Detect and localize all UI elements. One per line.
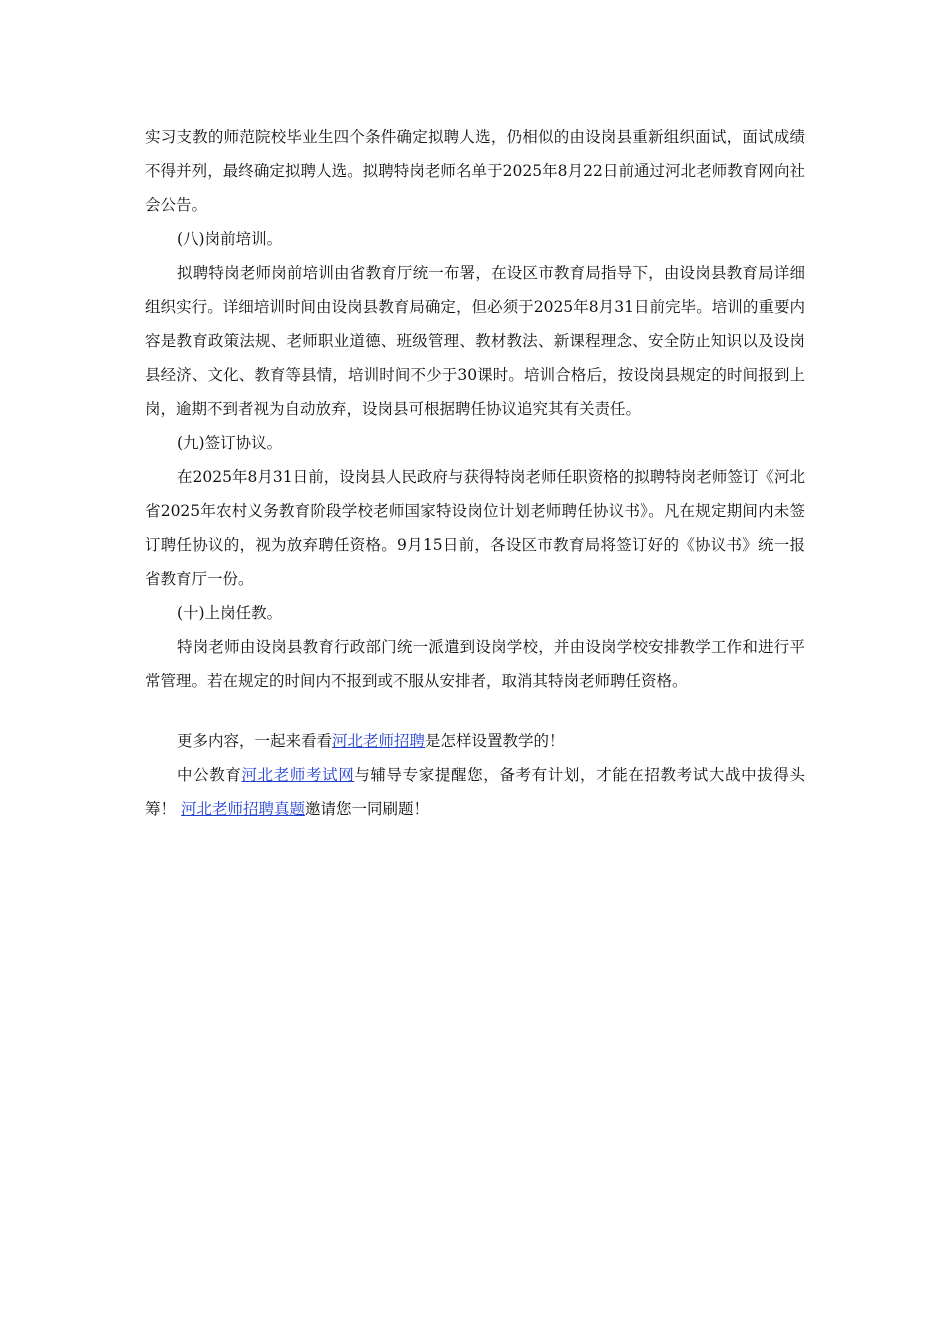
spacer <box>145 698 805 724</box>
heading-sign-agreement: (九)签订协议。 <box>177 434 283 452</box>
promo-line-1 <box>145 724 805 758</box>
paragraph-teaching: 特岗老师由设岗县教育行政部门统一派遣到设岗学校，并由设岗学校安排教学工作和进行平常管理。若在规定的时间内不报到或不服从安排者，取消其特岗老师聘任资格。 <box>145 638 805 690</box>
document-page <box>145 120 805 826</box>
promo-text: 与辅导专家提醒您，备考有计划，才能在招教考试大战中拔得头筹！ <box>145 766 805 818</box>
promo-text: 更多内容，一起来看看 <box>177 732 333 750</box>
paragraph-selection-continued: 实习支教的师范院校毕业生四个条件确定拟聘人选，仍相似的由设岗县重新组织面试，面试成绩不得并列，最终确定拟聘人选。拟聘特岗老师名单于2025年8月22日前通过河北老师教育网向社会公告。 <box>145 128 805 214</box>
hebei-teacher-exam-site-link[interactable]: 河北老师考试网 <box>241 766 355 784</box>
paragraph-agreement: 在2025年8月31日前，设岗县人民政府与获得特岗老师任职资格的拟聘特岗老师签订《河北省2025年农村义务教育阶段学校老师国家特设岗位计划老师聘任协议书》。凡在规定期间内未签订聘任协议的，视为放弃聘任资格。9月15日前，各设区市教育局将签订好的《协议书》统一报省教育厅一份。 <box>145 468 805 588</box>
promo-line-2 <box>145 758 805 826</box>
promo-text: 是怎样设置教学的！ <box>425 732 565 750</box>
heading-pre-job-training: (八)岗前培训。 <box>177 230 283 248</box>
heading-start-teaching: (十)上岗任教。 <box>177 604 283 622</box>
hebei-teacher-recruitment-questions-link[interactable]: 河北老师招聘真题 <box>180 800 305 818</box>
promo-text: 中公教育 <box>177 766 242 784</box>
hebei-teacher-recruitment-link[interactable]: 河北老师招聘 <box>332 732 426 750</box>
paragraph-training: 拟聘特岗老师岗前培训由省教育厅统一布署，在设区市教育局指导下，由设岗县教育局详细组织实行。详细培训时间由设岗县教育局确定，但必须于2025年8月31日前完毕。培训的重要内容是教育政策法规、老师职业道德、班级管理、教材教法、新课程理念、安全防止知识以及设岗县经济、文化、教育等县情，培训时间不少于30课时。培训合格后，按设岗县规定的时间报到上岗，逾期不到者视为自动放弃，设岗县可根据聘任协议追究其有关责任。 <box>145 264 805 418</box>
promo-text: 邀请您一同刷题！ <box>304 800 429 818</box>
